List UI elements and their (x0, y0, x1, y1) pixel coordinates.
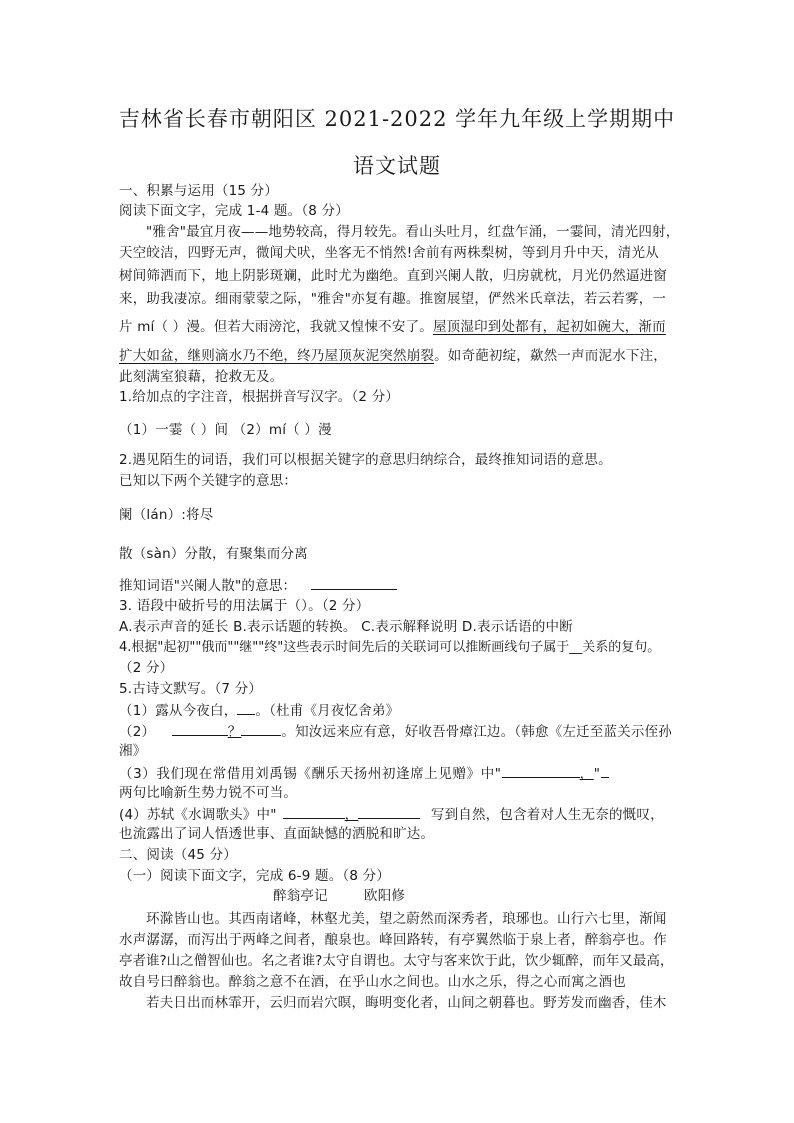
essay-line: 若夫日出而林霏开，云归而岩穴暝，晦明变化者，山间之朝暮也。野芳发而幽香，佳木 (146, 995, 667, 1011)
underlined-sentence: 扩大如盆，继则滴水乃不绝，终乃屋顶灰泥突然崩裂 (119, 348, 435, 364)
answer-blank[interactable] (358, 804, 420, 819)
essay-line: 故自号曰醉翁也。醉翁之意不在酒，在乎山水之间也。山水之乐，得之心而寓之酒也 (119, 974, 626, 990)
passage-line: 树间筛洒而下，地上阴影斑斓，此时尤为幽绝。直到兴阑人散，归房就枕，月光仍然逼进窗 (119, 268, 667, 284)
passage-line: 此刻满室狼藉，抢救无及。 (119, 369, 284, 385)
q5-3-text: （3）我们现在常借用刘禹锡《酬乐天扬州初逢席上见赠》中" (119, 766, 502, 782)
keyword-lan: 阑（lán）:将尽 (119, 507, 214, 523)
passage-line (119, 346, 691, 366)
answer-blank[interactable] (172, 721, 228, 736)
q5-1-source: 。（杜甫《月夜忆舍弟》 (255, 703, 400, 719)
reading-intro: （一）阅读下面文字，完成 6-9 题。（8 分） (119, 868, 391, 884)
essay-title: 醉翁亭记 (273, 888, 328, 904)
passage-text: 。如奇葩初绽，歘然一声而泥水下注， (434, 348, 668, 364)
question-2: 2.遇见陌生的词语，我们可以根据关键字的意思归纳综合，最终推知词语的意思。 (119, 452, 612, 468)
question-3: 3. 语段中破折号的用法属于（）。（2 分） (119, 598, 370, 614)
essay-line: 亭者谁?山之僧智仙也。名之者谁?太守自谓也。太守与客来饮于此，饮少辄醉，而年又最高， (119, 953, 674, 969)
q5-1-text: （1）露从今夜白， (119, 703, 238, 719)
answer-blank[interactable] (601, 763, 609, 778)
answer-blank[interactable] (237, 700, 255, 715)
question-5-3-cont: 两句比喻新生势力锐不可当。 (119, 785, 298, 801)
essay-author: 欧阳修 (364, 888, 406, 904)
answer-blank[interactable] (502, 763, 580, 778)
q5-2-text: 。知汝远来应有意，好收吾骨瘴江边。（韩愈《左迁至蓝关示侄孙 (281, 724, 672, 740)
answer-blank[interactable] (283, 804, 345, 819)
question-1-items: （1）一霎（ ）间 （2）mí（ ）漫 (119, 422, 332, 438)
section-heading: 二、阅读（45 分） (119, 847, 237, 863)
q5-3-sep: ， (579, 766, 594, 782)
passage-line: 来，助我凄凉。细雨蒙蒙之际，"雅舍"亦复有趣。推窗展望，俨然米氏章法，若云若雾，一 (119, 291, 667, 307)
keyword-san: 散（sàn）分散，有聚集而分离 (119, 546, 308, 562)
essay-line: 水声潺潺，而泻出于两峰之间者，酿泉也。峰回路转，有亭翼然临于泉上者，醉翁亭也。作 (119, 932, 667, 948)
question-4-score: （2 分） (119, 660, 174, 676)
question-3-options: A.表示声音的延长 B.表示话题的转换。 C.表示解释说明 D.表示话语的中断 (119, 619, 573, 635)
passage-text: 片 mí（ ）漫。但若大雨滂沱，我就又惶悚不安了。 (119, 319, 433, 335)
question-4: 4.根据"起初""俄而""继""终"这些表示时间先后的关联词可以推断画线句子属于__关系的复句。 (119, 640, 661, 655)
question-5-2 (119, 721, 691, 742)
q5-2-num: （2） (119, 724, 156, 740)
q5-3-end: " (593, 766, 601, 782)
passage-intro: 阅读下面文字，完成 1-4 题。（8 分） (119, 203, 349, 219)
page-subtitle: 语文试题 (353, 154, 441, 178)
question-5-1 (119, 700, 691, 721)
question-2-line: 已知以下两个关键字的意思： (119, 473, 298, 489)
section-heading: 一、积累与运用（15 分） (119, 183, 279, 199)
answer-blank[interactable] (241, 721, 281, 736)
question-5-3 (119, 763, 691, 784)
passage-line: 天空皎洁，四野无声，微闻犬吠，坐客无不悄然!舍前有两株梨树，等到月升中天，清光从 (119, 245, 659, 261)
infer-label: 推知词语"兴阑人散"的意思： (119, 578, 297, 594)
question-5: 5.古诗文默写。（7 分） (119, 681, 263, 697)
essay-line: 环滁皆山也。其西南诸峰，林壑尤美，望之蔚然而深秀者，琅琊也。山行六七里，渐闻 (146, 911, 667, 927)
q5-4-text: (4）苏轼《水调歌头》中" (119, 807, 277, 823)
question-5-4 (119, 804, 691, 825)
infer-line (119, 575, 691, 596)
underlined-sentence: 屋顶湿印到处都有，起初如碗大，渐而 (432, 319, 666, 335)
question-5-2-cont: 湘》 (119, 743, 147, 759)
passage-line (119, 317, 691, 337)
question-5-4-cont: 也流露出了词人悟透世事、直面缺憾的洒脱和旷达。 (119, 826, 435, 842)
passage-line: "雅舍"最宜月夜——地势较高，得月较先。看山头吐月，红盘乍涌，一霎间，清光四射， (146, 224, 680, 240)
answer-blank[interactable] (311, 575, 397, 590)
page-title: 吉林省长春市朝阳区 2021-2022 学年九年级上学期期中 (118, 107, 676, 131)
q5-4-sep: ， (344, 807, 359, 823)
q5-2-mark: ？ (227, 724, 242, 740)
q5-4-text-b: 写到自然，包含着对人生无奈的慨叹， (430, 807, 664, 823)
question-1: 1.给加点的字注音，根据拼音写汉字。（2 分） (119, 389, 400, 405)
